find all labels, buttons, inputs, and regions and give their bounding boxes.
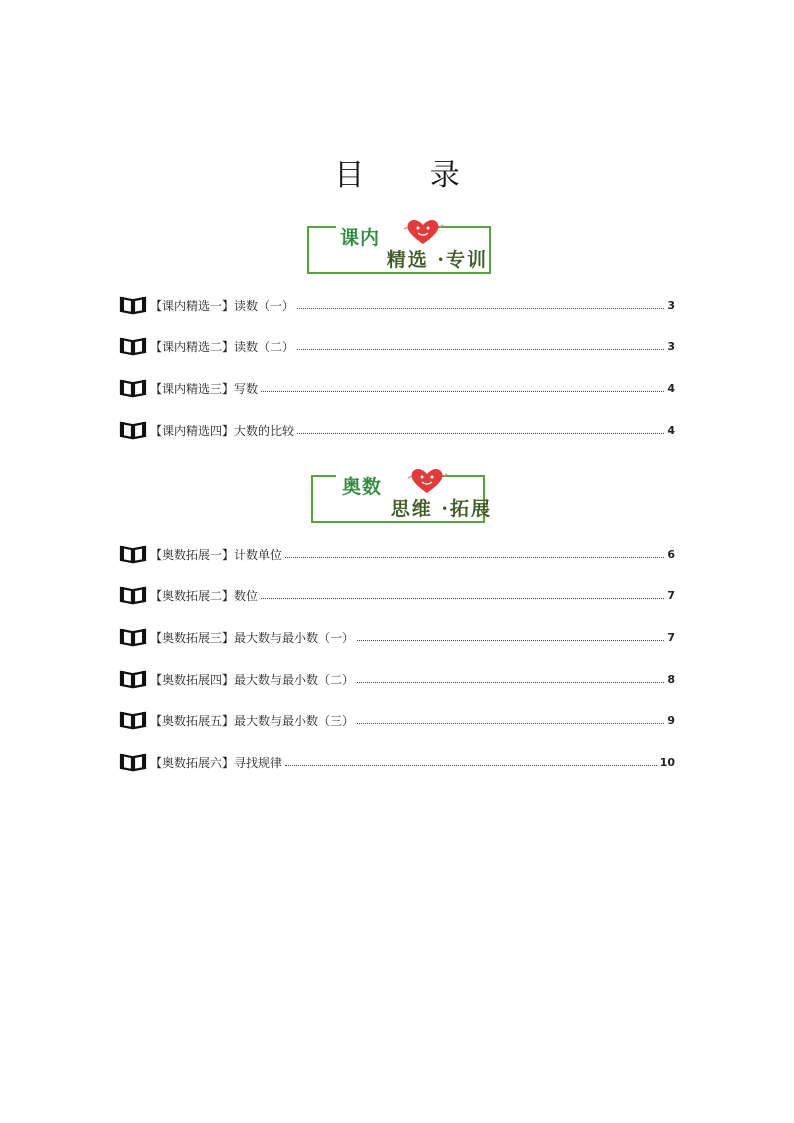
banner-title-top: 奥数 (342, 476, 383, 498)
heart-icon (406, 464, 448, 496)
toc-entry[interactable] (119, 626, 675, 648)
toc-page-number: 4 (667, 423, 675, 437)
toc-entry[interactable] (119, 584, 675, 606)
book-icon (119, 378, 147, 398)
book-icon (119, 544, 147, 564)
page-title: 目 录 (334, 158, 488, 193)
toc-text: 计数单位 (234, 547, 283, 562)
book-icon (119, 420, 147, 440)
book-icon (119, 752, 147, 772)
toc-tag: 【奥数拓展六】 (150, 755, 235, 770)
toc-page-number: 7 (667, 630, 675, 644)
toc-text: 最大数与最小数（二） (234, 672, 355, 687)
banner-title-bottom: 精选 ·专训 (386, 249, 488, 271)
toc-text: 寻找规律 (234, 755, 283, 770)
leader-dots (285, 764, 657, 766)
banner-title-bottom: 思维 ·拓展 (390, 498, 492, 520)
toc-page-number: 7 (667, 588, 675, 602)
leader-dots (261, 390, 664, 392)
toc-text: 读数（二） (234, 339, 295, 354)
toc-entry[interactable] (119, 335, 675, 357)
toc-tag: 【课内精选一】 (150, 298, 235, 313)
book-icon (119, 669, 147, 689)
toc-tag: 【奥数拓展二】 (150, 588, 235, 603)
book-icon (119, 627, 147, 647)
toc-page-number: 3 (667, 298, 675, 312)
leader-dots (297, 348, 664, 350)
leader-dots (285, 556, 664, 558)
toc-tag: 【课内精选二】 (150, 339, 235, 354)
leader-dots (357, 639, 664, 641)
toc-text: 读数（一） (234, 298, 295, 313)
leader-dots (297, 432, 664, 434)
section-banner-classroom (306, 223, 492, 275)
toc-page-number: 6 (667, 547, 675, 561)
toc-entry[interactable] (119, 751, 675, 773)
toc-page-number: 8 (667, 672, 675, 686)
banner-title-top: 课内 (340, 227, 381, 249)
heart-icon (402, 215, 444, 247)
toc-text: 最大数与最小数（三） (234, 713, 355, 728)
leader-dots (357, 722, 664, 724)
toc-tag: 【奥数拓展三】 (150, 630, 235, 645)
toc-tag: 【奥数拓展一】 (150, 547, 235, 562)
toc-entry[interactable] (119, 419, 675, 441)
toc-entry[interactable] (119, 543, 675, 565)
toc-entry[interactable] (119, 709, 675, 731)
toc-text: 大数的比较 (234, 423, 295, 438)
book-icon (119, 710, 147, 730)
toc-tag: 【奥数拓展五】 (150, 713, 235, 728)
toc-tag: 【奥数拓展四】 (150, 672, 235, 687)
toc-page-number: 9 (667, 713, 675, 727)
toc-page-number: 3 (667, 339, 675, 353)
toc-entry[interactable] (119, 377, 675, 399)
toc-page-number: 4 (667, 381, 675, 395)
toc-entry[interactable] (119, 294, 675, 316)
book-icon (119, 585, 147, 605)
toc-entry[interactable] (119, 668, 675, 690)
leader-dots (261, 597, 664, 599)
toc-text: 写数 (234, 381, 259, 396)
toc-tag: 【课内精选三】 (150, 381, 235, 396)
toc-tag: 【课内精选四】 (150, 423, 235, 438)
book-icon (119, 295, 147, 315)
toc-text: 数位 (234, 588, 259, 603)
toc-page-number: 10 (659, 755, 675, 769)
toc-text: 最大数与最小数（一） (234, 630, 355, 645)
book-icon (119, 336, 147, 356)
leader-dots (357, 681, 664, 683)
leader-dots (297, 307, 664, 309)
section-banner-olympiad (310, 472, 496, 524)
